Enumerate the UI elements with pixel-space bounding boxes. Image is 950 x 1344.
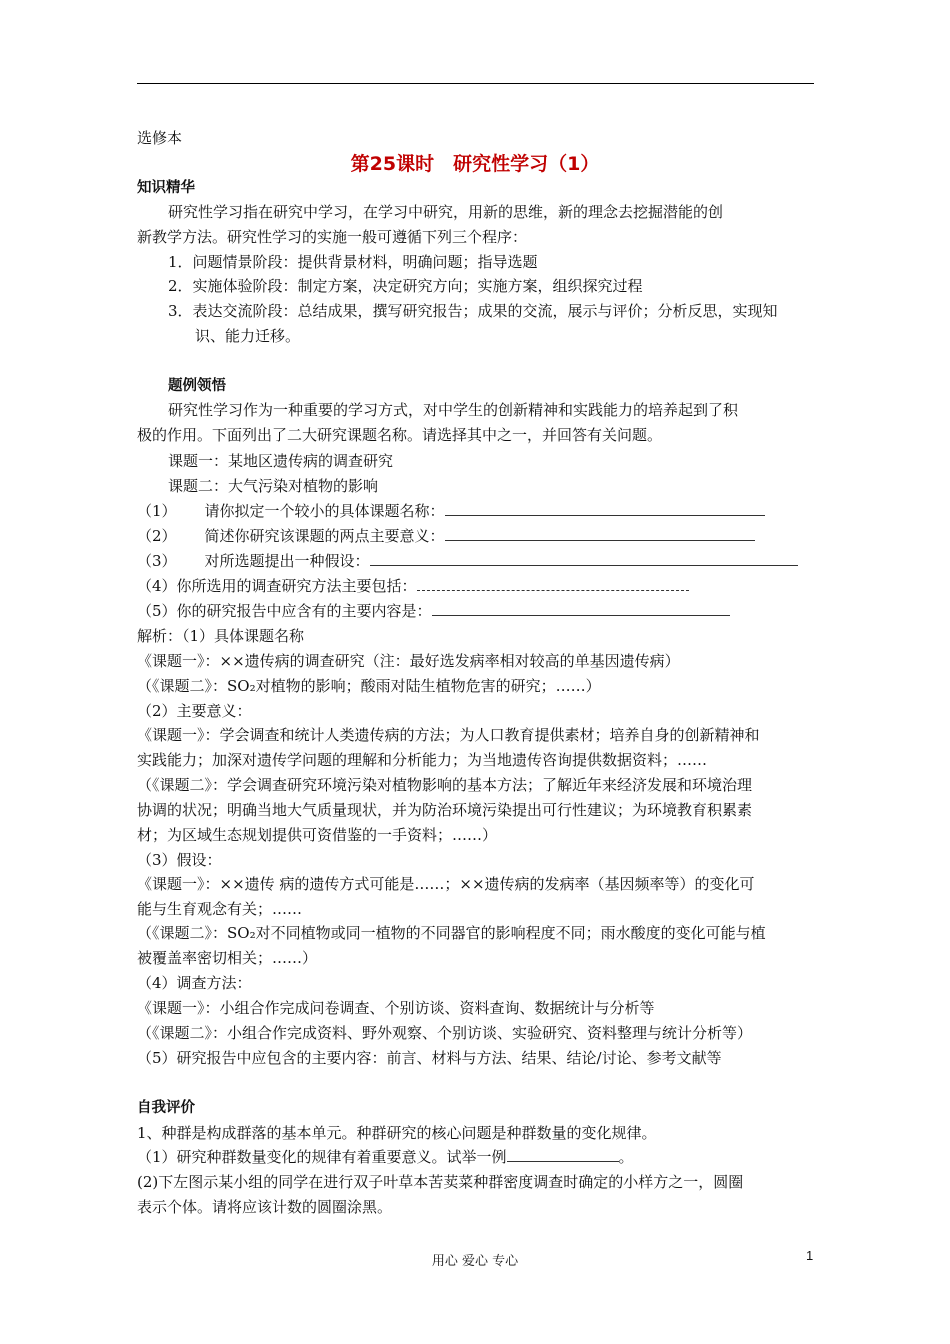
analysis-line: 协调的状况；明确当地大气质量现状，并为防治环境污染提出可行性建议；为环境教育积累素 xyxy=(137,801,753,819)
question-text: （4）你所选用的调查研究方法主要包括： xyxy=(137,577,417,595)
analysis-line: 《课题一》：学会调查和统计人类遗传病的方法；为人口教育提供素材；培养自身的创新精神和 xyxy=(137,726,760,744)
answer-blank[interactable] xyxy=(432,601,730,616)
analysis-line: （《课题二》：SO₂对不同植物或同一植物的不同器官的影响程度不同；雨水酸度的变化可能与植 xyxy=(137,924,766,942)
answer-blank[interactable] xyxy=(370,551,798,566)
question-text-end: 。 xyxy=(618,1148,634,1166)
analysis-heading: （3）假设： xyxy=(137,851,222,869)
paragraph-line: 研究性学习指在研究中学习，在学习中研究，用新的思维，新的理念去挖掘潜能的创 xyxy=(168,203,724,221)
question-2 xyxy=(137,526,755,546)
analysis-line: 《课题一》：小组合作完成问卷调查、个别访谈、资料查询、数据统计与分析等 xyxy=(137,999,655,1017)
answer-blank[interactable] xyxy=(507,1147,619,1162)
topic-1: 课题一：某地区遗传病的调查研究 xyxy=(168,452,394,470)
question-text: （1）研究种群数量变化的规律有着重要意义。试举一例 xyxy=(137,1148,507,1166)
page-title: 第25课时 研究性学习（1） xyxy=(350,153,600,175)
question-text: 请你拟定一个较小的具体课题名称： xyxy=(204,502,445,520)
exercise-1-2: (2)下左图示某小组的同学在进行双子叶草本苦荬菜种群密度调查时确定的小样方之一，圆圈 xyxy=(137,1173,744,1191)
section-heading-knowledge: 知识精华 xyxy=(137,180,195,196)
question-4 xyxy=(137,576,689,596)
topic-2: 课题二：大气污染对植物的影响 xyxy=(168,477,379,495)
exercise-1: 1、种群是构成群落的基本单元。种群研究的核心问题是种群数量的变化规律。 xyxy=(137,1124,657,1142)
answer-blank[interactable] xyxy=(445,501,765,516)
exercise-1-2-cont: 表示个体。请将应该计数的圆圈涂黑。 xyxy=(137,1198,393,1216)
section-heading-examples: 题例领悟 xyxy=(168,378,226,394)
exercise-1-1 xyxy=(137,1147,634,1167)
page-number: 1 xyxy=(806,1248,814,1263)
step-item-2: 2．实施体验阶段：制定方案，决定研究方向；实施方案，组织探究过程 xyxy=(168,277,643,295)
footer-slogan: 用心 爱心 专心 xyxy=(431,1254,519,1269)
analysis-line: 《课题一》：××遗传病的调查研究（注：最好选发病率相对较高的单基因遗传病） xyxy=(137,652,680,670)
analysis-line: 材；为区域生态规划提供可资借鉴的一手资料；……） xyxy=(137,826,498,844)
analysis-line: （《课题二》：小组合作完成资料、野外观察、个别访谈、实验研究、资料整理与统计分析等） xyxy=(137,1024,753,1042)
question-1 xyxy=(137,501,765,521)
analysis-line: 《课题一》：××遗传 病的遗传方式可能是……；××遗传病的发病率（基因频率等）的变化可 xyxy=(137,875,755,893)
question-5 xyxy=(137,601,730,621)
analysis-line: （《课题二》：SO₂对植物的影响；酸雨对陆生植物危害的研究；……） xyxy=(137,677,601,695)
question-number: （1） xyxy=(137,502,177,520)
header-rule xyxy=(137,83,814,84)
question-number: （3） xyxy=(137,552,177,570)
paragraph-line: 新教学方法。研究性学习的实施一般可遵循下列三个程序： xyxy=(137,228,528,246)
analysis-intro: 解析：（1）具体课题名称 xyxy=(137,627,305,645)
step-item-3: 3．表达交流阶段：总结成果，撰写研究报告；成果的交流，展示与评价；分析反思，实现知 xyxy=(168,302,778,320)
question-3 xyxy=(137,551,798,571)
paragraph-line: 极的作用。下面列出了二大研究课题名称。请选择其中之一，并回答有关问题。 xyxy=(137,426,663,444)
question-text: （5）你的研究报告中应含有的主要内容是： xyxy=(137,602,432,620)
answer-blank[interactable] xyxy=(417,576,689,591)
analysis-heading: （2）主要意义： xyxy=(137,702,252,720)
analysis-heading: （4）调查方法： xyxy=(137,974,252,992)
paragraph-line: 研究性学习作为一种重要的学习方式，对中学生的创新精神和实践能力的培养起到了积 xyxy=(168,401,739,419)
analysis-line: （5）研究报告中应包含的主要内容：前言、材料与方法、结果、结论/讨论、参考文献等 xyxy=(137,1049,722,1067)
answer-blank[interactable] xyxy=(445,526,755,541)
analysis-line: 实践能力；加深对遗传学问题的理解和分析能力；为当地遗传咨询提供数据资料；…… xyxy=(137,751,708,769)
course-label: 选修本 xyxy=(137,129,183,147)
question-number: （2） xyxy=(137,527,177,545)
question-text: 简述你研究该课题的两点主要意义： xyxy=(204,527,445,545)
analysis-line: 能与生育观念有关；…… xyxy=(137,900,303,918)
step-item-1: 1．问题情景阶段：提供背景材料，明确问题；指导选题 xyxy=(168,253,538,271)
analysis-line: （《课题二》：学会调查研究环境污染对植物影响的基本方法；了解近年来经济发展和环境治理 xyxy=(137,776,753,794)
section-heading-self-evaluation: 自我评价 xyxy=(137,1100,195,1116)
question-text: 对所选题提出一种假设： xyxy=(204,552,370,570)
analysis-line: 被覆盖率密切相关；……） xyxy=(137,949,318,967)
step-item-3-cont: 识、能力迁移。 xyxy=(195,327,301,345)
